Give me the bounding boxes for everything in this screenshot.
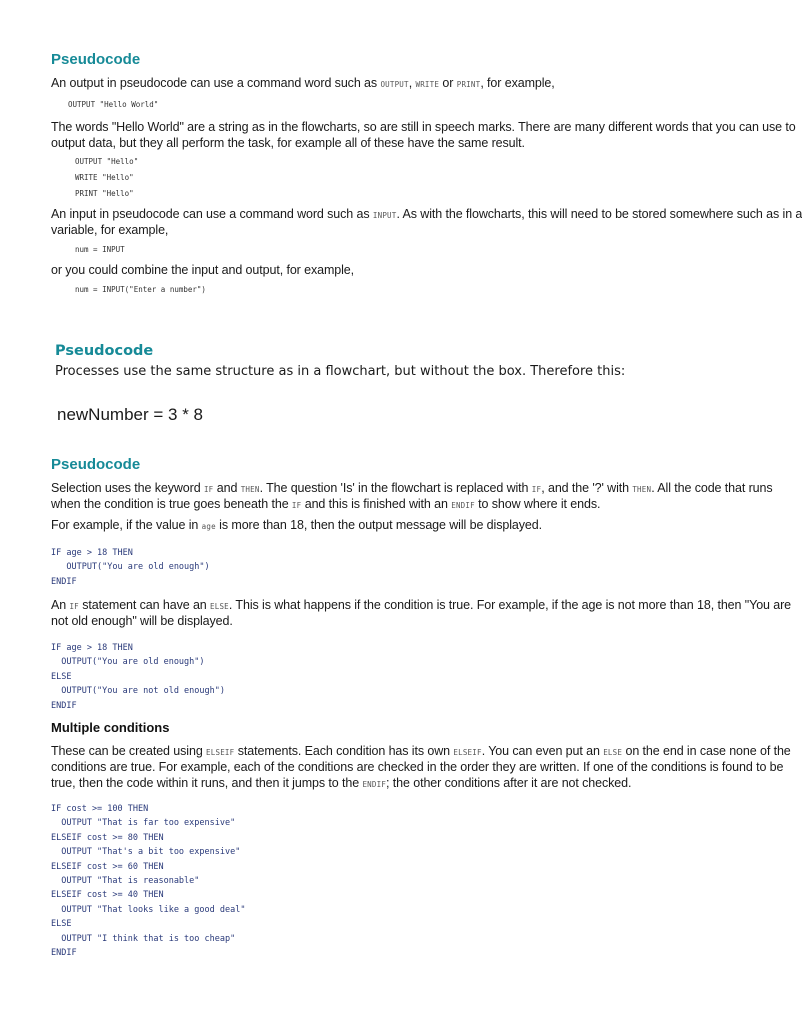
paragraph: conditions are true. For example, each of the conditions are checked in the order they are written. If one of the conditions is found to be xyxy=(51,760,784,774)
inline-keyword: INPUT xyxy=(372,211,397,220)
inline-keyword: THEN xyxy=(240,485,260,494)
inline-keyword: age xyxy=(201,522,216,531)
inline-keyword: IF xyxy=(203,485,214,494)
paragraph: An IF statement can have an ELSE. This is what happens if the condition is true. For example, if the age is not more than 18, then "You are xyxy=(51,598,792,612)
inline-keyword: OUTPUT xyxy=(380,80,409,89)
section-heading: Pseudocode xyxy=(55,343,154,359)
paragraph: An output in pseudocode can use a command word such as OUTPUT, WRITE or PRINT, for example, xyxy=(51,76,555,90)
paragraph: The words "Hello World" are a string as in the flowcharts, so are still in speech marks. There are many different words that you can use to xyxy=(51,120,796,134)
code-block: OUTPUT "Hello World" xyxy=(68,100,159,109)
inline-keyword: WRITE xyxy=(415,80,440,89)
paragraph: Selection uses the keyword IF and THEN. The question 'Is' in the flowchart is replaced with IF, and the '?' with THEN. All the code that runs xyxy=(51,481,773,495)
inline-keyword: THEN xyxy=(632,485,652,494)
paragraph: when the condition is true goes beneath the IF and this is finished with an ENDIF to show where it ends. xyxy=(51,497,601,511)
inline-keyword: ELSEIF xyxy=(206,748,235,757)
inline-keyword: IF xyxy=(291,501,302,510)
inline-keyword: PRINT xyxy=(456,80,481,89)
inline-keyword: IF xyxy=(69,602,79,611)
paragraph: An input in pseudocode can use a command word such as INPUT. As with the flowcharts, this will need to be stored somewhere such as in a xyxy=(51,207,802,221)
paragraph: or you could combine the input and output, for example, xyxy=(51,263,355,277)
section-heading: Pseudocode xyxy=(51,456,141,473)
expression: newNumber = 3 * 8 xyxy=(57,405,203,424)
paragraph: output data, but they all perform the task, for example all of these have the same result. xyxy=(51,136,525,150)
paragraph: variable, for example, xyxy=(51,223,169,237)
paragraph: For example, if the value in age is more than 18, then the output message will be displayed. xyxy=(51,518,542,532)
paragraph: not old enough" will be displayed. xyxy=(51,614,233,628)
code-block: IF age > 18 THEN OUTPUT("You are old enough") ENDIF xyxy=(51,548,210,587)
code-block: IF cost >= 100 THEN OUTPUT "That is far too expensive" ELSEIF cost >= 80 THEN OUTPUT "That's a bit too expensive" ELSEIF cost >= 60 THEN OUTPUT "That is reasonable" ELSEIF cost >= 40 THEN OUTPUT "That looks like a good deal" ELSE OUTPUT "I think that is too cheap" ENDIF xyxy=(51,804,246,959)
code-block: num = INPUT("Enter a number") xyxy=(75,285,206,294)
inline-keyword: ELSE xyxy=(210,602,229,611)
paragraph: true, then the code within it runs, and then it jumps to the ENDIF; the other conditions after it are not checked. xyxy=(51,776,632,790)
inline-keyword: IF xyxy=(531,485,542,494)
section-heading: Pseudocode xyxy=(51,51,141,68)
inline-keyword: ELSE xyxy=(603,748,623,757)
paragraph: Processes use the same structure as in a flowchart, but without the box. Therefore this: xyxy=(55,364,626,379)
inline-keyword: ENDIF xyxy=(451,501,475,510)
inline-keyword: ENDIF xyxy=(362,780,387,789)
inline-keyword: ELSEIF xyxy=(453,748,482,757)
code-block: num = INPUT xyxy=(75,245,125,254)
paragraph: These can be created using ELSEIF statements. Each condition has its own ELSEIF. You can even put an ELSE on the end in case none of the xyxy=(51,744,791,758)
code-block: IF age > 18 THEN OUTPUT("You are old enough") ELSE OUTPUT("You are not old enough") ENDIF xyxy=(51,643,225,711)
subheading: Multiple conditions xyxy=(51,720,170,735)
code-block: OUTPUT "Hello" WRITE "Hello" PRINT "Hello" xyxy=(75,157,139,198)
